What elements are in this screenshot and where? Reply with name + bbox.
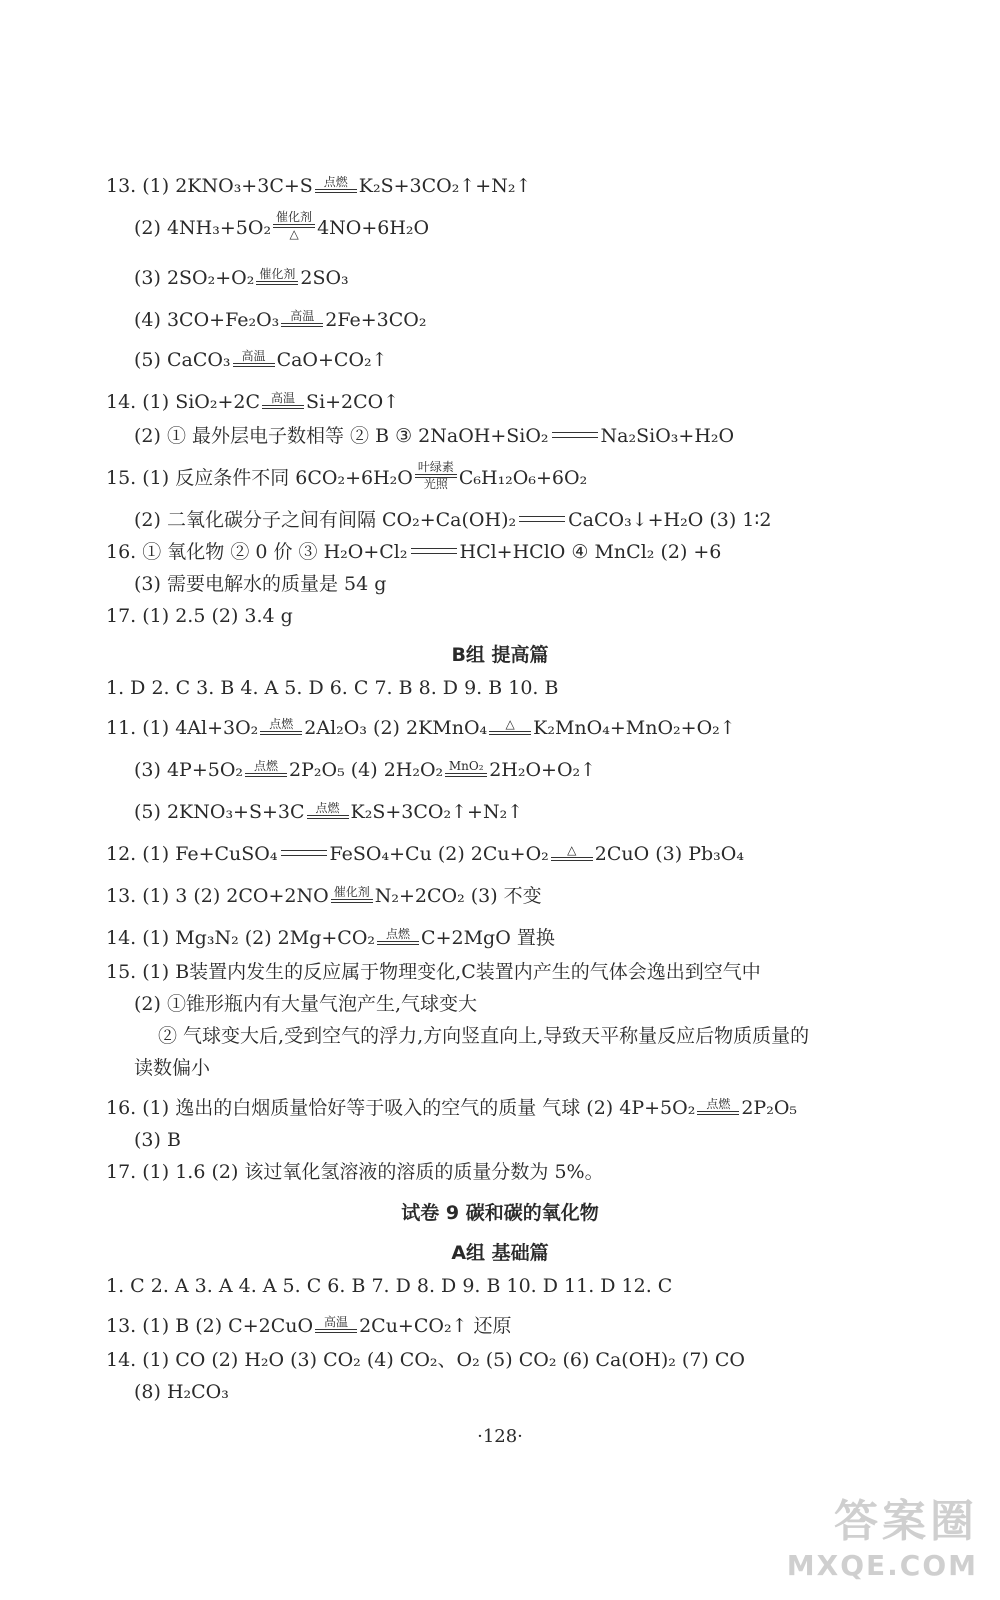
section-heading-a: A组 基础篇: [451, 1242, 549, 1264]
b-multiple-choice: 1. D 2. C 3. B 4. A 5. D 6. C 7. B 8. D 9. B 10. B: [106, 677, 559, 699]
a-answer-13: 13. (1) B (2) C+2CuO 高温 2Cu+CO₂↑ 还原: [106, 1314, 512, 1337]
reaction-condition: MnO₂: [445, 760, 487, 777]
section-heading-b: B组 提高篇: [451, 644, 549, 666]
answer-15-2: (2) 二氧化碳分子之间有间隔 CO₂+Ca(OH)₂ CaCO₃↓+H₂O (3) 1∶2: [134, 509, 772, 531]
answer-17: 17. (1) 2.5 (2) 3.4 g: [106, 605, 293, 627]
reaction-condition: 高温: [262, 392, 304, 409]
b-answer-15-4: 读数偏小: [134, 1057, 211, 1079]
reaction-condition: 高温: [281, 310, 323, 327]
answer-16-1: 16. ① 氧化物 ② 0 价 ③ H₂O+Cl₂ HCl+HClO ④ MnCl₂ (2) +6: [106, 541, 722, 563]
watermark-logo: [787, 1485, 978, 1582]
b-answer-15-1: 15. (1) B装置内发生的反应属于物理变化,C装置内产生的气体会逸出到空气中: [106, 961, 761, 983]
reaction-condition: 点燃: [315, 176, 357, 193]
reaction-condition: 点燃: [260, 718, 302, 735]
a-multiple-choice: 1. C 2. A 3. A 4. A 5. C 6. B 7. D 8. D 9. B 10. D 11. D 12. C: [106, 1275, 673, 1297]
answer-16-2: (3) 需要电解水的质量是 54 g: [134, 573, 387, 595]
b-answer-16-1: 16. (1) 逸出的白烟质量恰好等于吸入的空气的质量 气球 (2) 4P+5O₂ 点燃 2P₂O₅: [106, 1096, 798, 1119]
reaction-condition: 高温: [315, 1316, 357, 1333]
b-answer-11-1: 11. (1) 4Al+3O₂ 点燃 2Al₂O₃ (2) 2KMnO₄ △ K₂MnO₄+MnO₂+O₂↑: [106, 716, 736, 739]
reaction-condition: 点燃: [377, 928, 419, 945]
reaction-condition: 叶绿素 光照: [415, 461, 457, 491]
b-answer-14: 14. (1) Mg₃N₂ (2) 2Mg+CO₂ 点燃 C+2MgO 置换: [106, 926, 555, 949]
reaction-condition: 点燃: [307, 802, 349, 819]
answer-13-5: (5) CaCO₃ 高温 CaO+CO₂↑: [134, 348, 388, 371]
b-answer-12: 12. (1) Fe+CuSO₄ FeSO₄+Cu (2) 2Cu+O₂ △ 2CuO (3) Pb₃O₄: [106, 842, 744, 865]
b-answer-11-5: (5) 2KNO₃+S+3C 点燃 K₂S+3CO₂↑+N₂↑: [134, 800, 524, 823]
b-answer-15-2: (2) ①锥形瓶内有大量气泡产生,气球变大: [134, 993, 477, 1015]
reaction-condition: 高温: [233, 350, 275, 367]
answer-13-2: (2) 4NH₃+5O₂ 催化剂 △ 4NO+6H₂O: [134, 210, 430, 241]
b-answer-11-3: (3) 4P+5O₂ 点燃 2P₂O₅ (4) 2H₂O₂ MnO₂ 2H₂O+O₂↑: [134, 758, 597, 781]
reaction-condition: 催化剂: [331, 886, 373, 903]
answer-14-1: 14. (1) SiO₂+2C 高温 Si+2CO↑: [106, 390, 400, 413]
answer-13-1: 13. (1) 2KNO₃+3C+S 点燃 K₂S+3CO₂↑+N₂↑: [106, 174, 532, 197]
watermark-text: 答案圈: [834, 1496, 978, 1547]
watermark-url: MXQE.COM: [786, 1549, 978, 1582]
reaction-condition: 点燃: [697, 1098, 739, 1115]
b-answer-17: 17. (1) 1.6 (2) 该过氧化氢溶液的溶质的质量分数为 5%。: [106, 1161, 604, 1183]
reaction-condition: 点燃: [245, 760, 287, 777]
answer-15-1: 15. (1) 反应条件不同 6CO₂+6H₂O 叶绿素 光照 C₆H₁₂O₆+6O₂: [106, 460, 588, 491]
reaction-condition: △: [551, 844, 593, 861]
answer-13-3: (3) 2SO₂+O₂ 催化剂 2SO₃: [134, 266, 349, 289]
answer-14-2: (2) ① 最外层电子数相等 ② B ③ 2NaOH+SiO₂ Na₂SiO₃+H₂O: [134, 425, 735, 447]
b-answer-13: 13. (1) 3 (2) 2CO+2NO 催化剂 N₂+2CO₂ (3) 不变: [106, 884, 542, 907]
b-answer-15-3: ② 气球变大后,受到空气的浮力,方向竖直向上,导致天平称量反应后物质质量的: [158, 1025, 810, 1047]
paper-title-9: 试卷 9 碳和碳的氧化物: [401, 1202, 599, 1224]
a-answer-14-2: (8) H₂CO₃: [134, 1381, 229, 1403]
a-answer-14-1: 14. (1) CO (2) H₂O (3) CO₂ (4) CO₂、O₂ (5) CO₂ (6) Ca(OH)₂ (7) CO: [106, 1349, 745, 1371]
answer-13-4: (4) 3CO+Fe₂O₃ 高温 2Fe+3CO₂: [134, 308, 427, 331]
reaction-condition: 催化剂 △: [273, 211, 315, 241]
reaction-condition: 催化剂: [256, 268, 298, 285]
reaction-condition: △: [489, 718, 531, 735]
b-answer-16-2: (3) B: [134, 1129, 181, 1151]
page-number: ·128·: [477, 1426, 523, 1447]
